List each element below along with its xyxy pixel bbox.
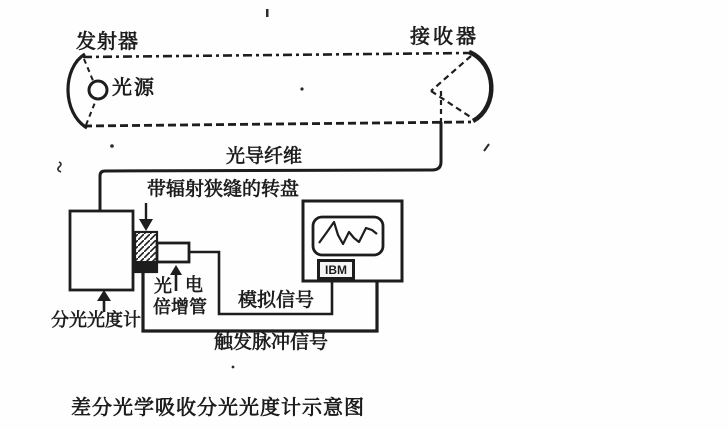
pmt-box xyxy=(157,243,189,262)
slit-disk-label: 带辐射狭缝的转盘 xyxy=(147,179,300,200)
caption: 差分光学吸收分光光度计示意图 xyxy=(71,397,365,419)
pmt-label-char-left: 光 xyxy=(154,276,172,296)
pmt-label-line2: 倍增管 xyxy=(153,297,207,317)
analog-signal-label: 模拟信号 xyxy=(238,290,315,311)
ibm-badge: IBM xyxy=(317,259,355,280)
slit-disk-arrow xyxy=(139,203,153,231)
light-source-label: 光源 xyxy=(112,77,156,99)
transmitter-label: 发射器 xyxy=(76,31,139,53)
spectrophotometer-box xyxy=(70,211,133,290)
trigger-signal-label: 触发脉冲信号 xyxy=(214,332,329,353)
spectrophotometer-label: 分光光度计 xyxy=(51,310,141,330)
slit-disk-block xyxy=(135,232,157,272)
receiver-label: 接收器 xyxy=(410,26,479,48)
pmt-label-char-right: 电 xyxy=(185,275,203,295)
spectrophotometer-arrow xyxy=(97,290,111,312)
receiver-mirror xyxy=(431,52,491,122)
optical-fiber-label: 光导纤维 xyxy=(226,146,303,167)
light-source-icon xyxy=(89,81,107,99)
